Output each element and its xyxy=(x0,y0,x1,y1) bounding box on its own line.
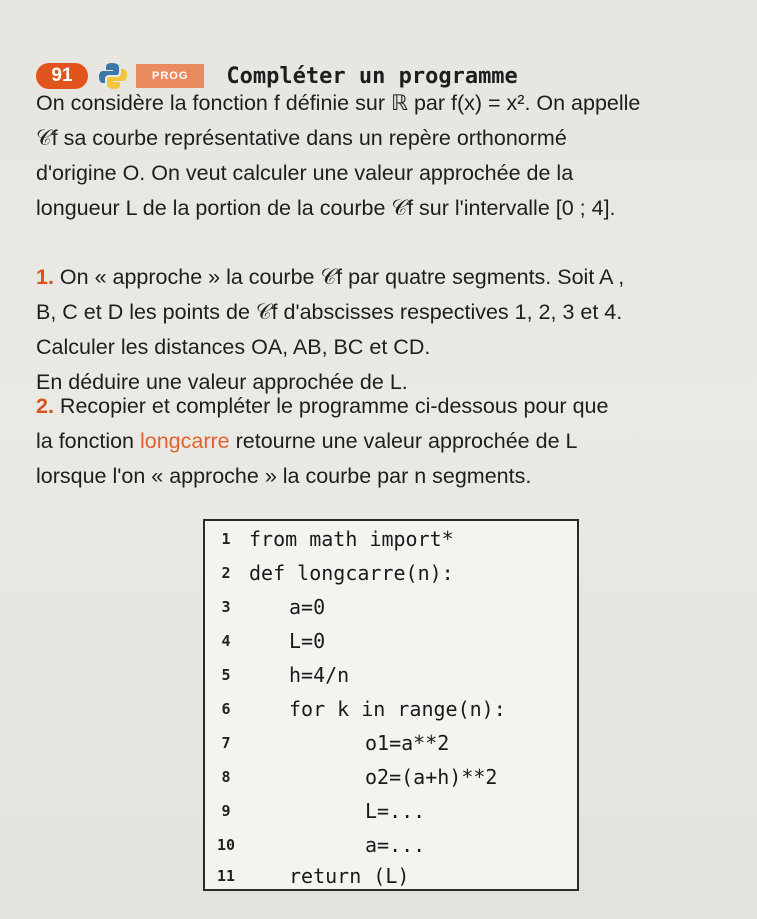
question-2-number: 2. xyxy=(36,394,54,418)
intro-line: d'origine O. On veut calculer une valeur approchée de la xyxy=(36,161,574,185)
line-number: 7 xyxy=(221,733,231,752)
intro-line: longueur L de la portion de la courbe 𝒞f sur l'intervalle [0 ; 4]. xyxy=(36,196,616,220)
code-text: from math import* xyxy=(249,526,454,551)
code-line xyxy=(205,725,577,760)
question-1 xyxy=(36,260,736,400)
question-2-text: Recopier et compléter le programme ci-dessous pour que xyxy=(59,394,609,418)
code-listing xyxy=(203,519,579,891)
code-text: a=0 xyxy=(289,594,326,619)
prog-badge: PROG xyxy=(136,64,204,88)
question-1-text: On « approche » la courbe 𝒞f par quatre segments. Soit A , xyxy=(59,265,625,289)
code-text: L=... xyxy=(365,798,426,823)
code-line xyxy=(205,657,577,692)
question-2-line xyxy=(36,424,736,459)
line-number: 9 xyxy=(221,801,231,820)
code-line xyxy=(205,827,577,862)
line-number: 4 xyxy=(221,631,231,650)
question-2 xyxy=(36,389,736,494)
code-text: o2=(a+h)**2 xyxy=(365,764,498,789)
intro-line: 𝒞f sa courbe représentative dans un repère orthonormé xyxy=(36,126,567,150)
code-text: o1=a**2 xyxy=(365,730,450,755)
code-line xyxy=(205,793,577,828)
line-number: 3 xyxy=(221,597,231,616)
code-text: def longcarre(n): xyxy=(249,560,454,585)
code-line xyxy=(205,589,577,624)
code-line xyxy=(205,623,577,658)
code-line xyxy=(205,521,577,556)
question-2-line: lorsque l'on « approche » la courbe par n segments. xyxy=(36,464,532,488)
question-1-line: En déduire une valeur approchée de L. xyxy=(36,370,408,394)
question-2-text: retourne une valeur approchée de L xyxy=(229,429,578,453)
code-text: L=0 xyxy=(289,628,326,653)
code-line xyxy=(205,858,577,893)
line-number: 2 xyxy=(221,563,231,582)
code-text: return (L) xyxy=(289,863,410,888)
line-number: 8 xyxy=(221,767,231,786)
line-number: 10 xyxy=(216,835,236,854)
code-line xyxy=(205,691,577,726)
question-1-number: 1. xyxy=(36,265,54,289)
question-2-line xyxy=(36,389,736,424)
function-name-highlight: longcarre xyxy=(139,429,230,453)
line-number: 5 xyxy=(221,665,231,684)
code-text: a=... xyxy=(365,832,426,857)
line-number: 11 xyxy=(216,866,236,885)
code-line xyxy=(205,555,577,590)
exercise-title: Compléter un programme xyxy=(226,63,518,89)
exercise-number-badge: 91 xyxy=(36,63,88,89)
line-number: 1 xyxy=(221,529,231,548)
question-1-line: Calculer les distances OA, AB, BC et CD. xyxy=(36,335,431,359)
code-text: for k in range(n): xyxy=(289,696,506,721)
question-1-line: B, C et D les points de 𝒞f d'abscisses respectives 1, 2, 3 et 4. xyxy=(36,300,623,324)
question-2-text: la fonction xyxy=(36,429,140,453)
line-number: 6 xyxy=(221,699,231,718)
intro-paragraph xyxy=(36,86,736,226)
intro-line: On considère la fonction f définie sur ℝ par f(x) = x². On appelle xyxy=(36,91,641,115)
code-line xyxy=(205,759,577,794)
code-text: h=4/n xyxy=(289,662,350,687)
question-1-line xyxy=(36,260,736,295)
